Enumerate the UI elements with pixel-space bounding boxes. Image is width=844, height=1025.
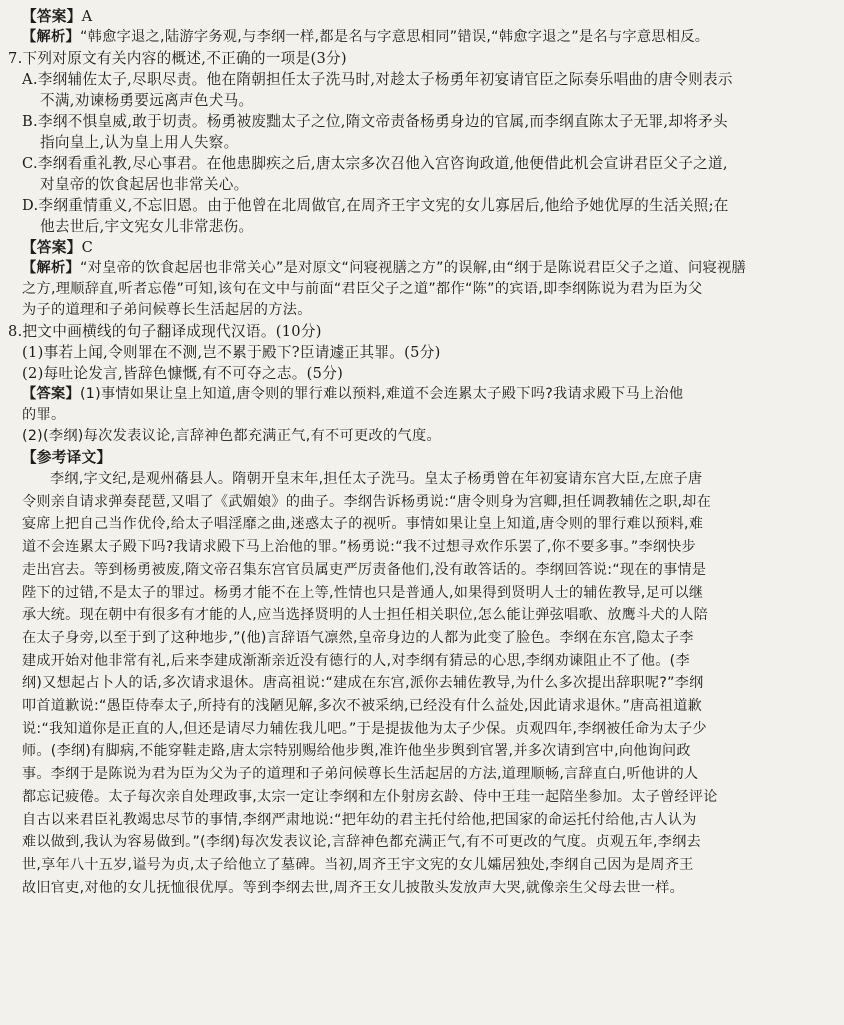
q7-option-b: B.李纲不惧皇威,敢于切责。杨勇被废黜太子之位,隋文帝责备杨勇身边的官属,而李纲直陈太子无罪,却将矛头: [22, 113, 728, 130]
q7-option-a-cont: 不满,劝谏杨勇要远离声色犬马。: [40, 92, 254, 109]
translation-line: 走出宫去。等到杨勇被废,隋文帝召集东宫官员属吏严厉责备他们,没有敢答话的。李纲回答说:“现在的事情是: [22, 561, 707, 578]
q7-answer-line: [22, 237, 826, 258]
translation-heading: [22, 447, 826, 468]
translation-line: 世,享年八十五岁,谥号为贞,太子给他立了墓碑。当初,周齐王宇文宪的女儿孀居独处,李纲自己因为是周齐王: [22, 856, 694, 873]
q7-option-d: D.李纲重情重义,不忘旧恩。由于他曾在北周做官,在周齐王宇文宪的女儿寡居后,他给予她优厚的生活关照;在: [22, 197, 729, 214]
translation-line: 承大统。现在朝中有很多有才能的人,应当选择贤明的人士担任相关职位,怎么能让弹弦唱歌、放鹰斗犬的人陪: [22, 607, 709, 624]
translation-tag: 【参考译文】: [22, 449, 112, 466]
q8-answer-1: (1)事情如果让皇上知道,唐令则的罪行难以预料,难道不会连累太子殿下吗?我请求殿下马上治他: [79, 386, 684, 402]
answer-tag: 【答案】: [22, 239, 82, 256]
explain-tag: 【解析】: [22, 29, 80, 45]
translation-line: 自古以来君臣礼教竭忠尽节的事情,李纲严肃地说:“把年幼的君主托付给他,把国家的命运托付给他,古人认为: [22, 811, 697, 828]
translation-line: 叩首道歉说:“愚臣侍奉太子,所持有的浅陋见解,多次不被采纳,已经没有什么益处,因此请求退休。”唐高祖道歉: [22, 698, 703, 715]
q6-answer: A: [81, 8, 93, 25]
translation-line: 李纲,字文纪,是观州蓨县人。隋朝开皇末年,担任太子洗马。皇太子杨勇曾在年初宴请东宫大臣,左庶子唐: [50, 471, 703, 487]
translation-line: 在太子身旁,以至于到了这种地步,”(他)言辞语气凛然,皇帝身边的人都为此变了脸色。李纲在东宫,隐太子李: [22, 629, 694, 646]
q8-item-2: (2)每吐论发言,皆辞色慷慨,有不可夺之志。(5分): [22, 365, 344, 382]
q6-explain-line: [22, 27, 826, 48]
q7-option-c: C.李纲看重礼教,尽心事君。在他患脚疾之后,唐太宗多次召他入宫咨询政道,他便借此机会宣讲君臣父子之道,: [22, 155, 728, 172]
q8-item-1: (1)事若上闻,令则罪在不测,岂不累于殿下?臣请遽正其罪。(5分): [22, 344, 441, 361]
translation-line: 师。(李纲)有脚病,不能穿鞋走路,唐太宗特别赐给他步舆,准许他坐步舆到官署,并多次请到宫中,向他询问政: [22, 743, 691, 760]
q7-explain-line-3: 为子的道理和子弟问候尊长生活起居的方法。: [22, 302, 312, 318]
translation-line: 难以做到,我认为容易做到。”(李纲)每次发表议论,言辞神色都充满正气,有不可更改的气度。贞观五年,李纲去: [22, 834, 701, 851]
q6-explain: “韩愈字退之,陆游字务观,与李纲一样,都是名与字意思相同”错误,“韩愈字退之”是名与字意思相反。: [79, 29, 710, 45]
answer-tag: 【答案】: [22, 8, 82, 25]
translation-line: 陛下的过错,不是太子的罪过。杨勇才能不在上等,性情也只是普通人,如果得到贤明人士的辅佐教导,足可以继: [22, 584, 704, 601]
q7-option-b-cont: 指向皇上,认为皇上用人失察。: [40, 134, 239, 151]
q7-option-d-cont: 他去世后,宇文宪女儿非常悲伤。: [40, 218, 254, 235]
q7-explain-line-2: 之方,理顺辞直,听者忘倦”可知,该句在文中与前面“君臣父子之道”都作“陈”的宾语,即李纲陈说为君为臣为父: [22, 281, 703, 297]
q7-answer: C: [81, 239, 94, 256]
translation-line: 说:“我知道你是正直的人,但还是请尽力辅佐我儿吧。”于是提拔他为太子少保。贞观四年,李纲被任命为太子少: [22, 720, 707, 737]
translation-line: 都忘记疲倦。太子每次亲自处理政事,太宗一定让李纲和左仆射房玄龄、侍中王珪一起陪坐参加。太子曾经评论: [22, 788, 718, 805]
translation-line: 令则亲自请求弹奏琵琶,又唱了《武媚娘》的曲子。李纲告诉杨勇说:“唐令则身为宫卿,担任调教辅佐之职,却在: [22, 493, 712, 510]
q8-stem: 8.把文中画横线的句子翻译成现代汉语。(10分): [8, 323, 322, 340]
q8-answer-line-1: [22, 384, 826, 405]
q6-answer-line: [22, 6, 826, 27]
q7-option-a: A.李纲辅佐太子,尽职尽责。他在隋朝担任太子洗马时,对趁太子杨勇年初宴请官臣之际奏乐唱曲的唐令则表示: [22, 71, 733, 88]
q7-stem: 7.下列对原文有关内容的概述,不正确的一项是(3分): [8, 50, 347, 67]
translation-line: 纲)又想起占卜人的话,多次请求退休。唐高祖说:“建成在东宫,派你去辅佐教导,为什么多次提出辞职呢?”李纲: [22, 675, 704, 692]
translation-line: 宴席上把自己当作优伶,给太子唱淫靡之曲,迷惑太子的视听。事情如果让皇上知道,唐令则的罪行难以预料,难: [22, 516, 704, 533]
explain-tag: 【解析】: [22, 260, 80, 276]
translation-line: 道不会连累太子殿下吗?我请求殿下马上治他的罪。”杨勇说:“我不过想寻欢作乐罢了,你不要多事。”李纲快步: [22, 539, 697, 556]
q7-explain-line-1: [22, 258, 826, 279]
translation-line: 事。李纲于是陈说为君为臣为父为子的道理和子弟问候尊长生活起居的方法,道理顺畅,言辞直白,听他讲的人: [22, 766, 699, 783]
q8-answer-line-2: 的罪。: [22, 407, 66, 423]
answer-tag: 【答案】: [22, 386, 80, 402]
translation-line: 建成开始对他非常有礼,后来李建成渐渐亲近没有德行的人,对李纲有猜忌的心思,李纲劝谏阻止不了他。(李: [22, 652, 690, 669]
q7-explain-1: “对皇帝的饮食起居也非常关心”是对原文“问寝视膳之方”的误解,由“纲于是陈说君臣父子之道、问寝视膳: [79, 260, 746, 276]
translation-line: 故旧官吏,对他的女儿抚恤很优厚。等到李纲去世,周齐王女儿披散头发放声大哭,就像亲生父母去世一样。: [22, 879, 685, 896]
q8-answer-line-3: (2)(李纲)每次发表议论,言辞神色都充满正气,有不可更改的气度。: [22, 428, 441, 444]
q7-option-c-cont: 对皇帝的饮食起居也非常关心。: [40, 176, 249, 193]
